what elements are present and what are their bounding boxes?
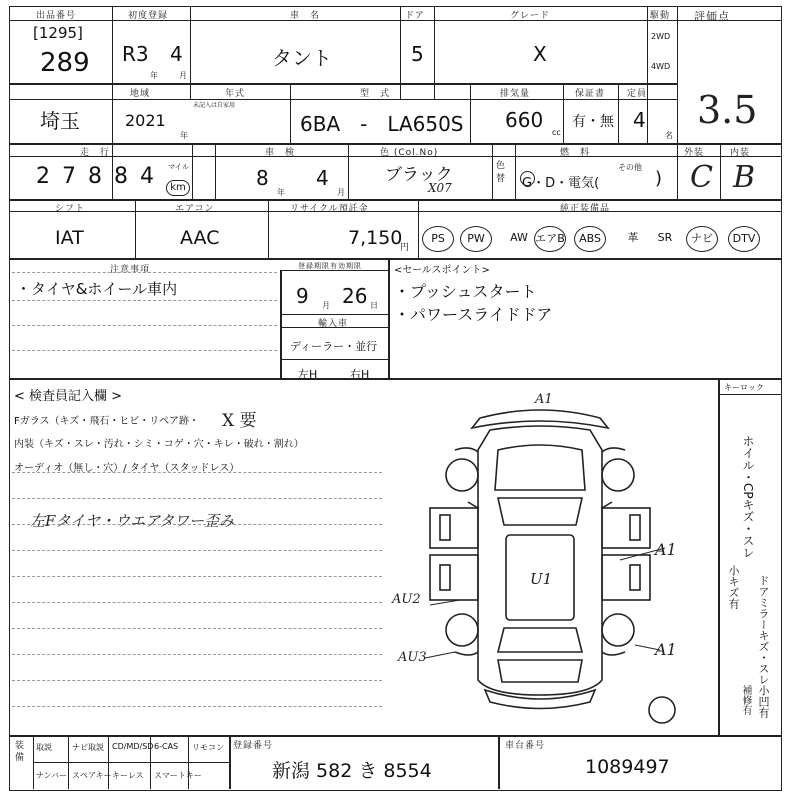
- mileage-digit: 8: [88, 164, 102, 189]
- chassis-label: 車台番号: [505, 741, 546, 751]
- exterior-label: 外装: [684, 148, 705, 158]
- inspector-rule: [12, 654, 382, 655]
- inspection-due-label: 登録期限有効期限: [298, 262, 362, 270]
- year-unit: 年: [150, 71, 158, 80]
- sales-label: <セールスポイント>: [394, 265, 490, 276]
- plate-value: 新潟 582 き 8554: [272, 760, 432, 782]
- car-diagram: [380, 390, 710, 730]
- caution-item: ・タイヤ&ホイール車内: [16, 280, 178, 298]
- model-type-label: 型 式: [360, 89, 391, 99]
- fuel-label: 燃 料: [560, 148, 591, 158]
- score-value: 3.5: [697, 88, 758, 132]
- color-code: X07: [428, 181, 452, 195]
- import-value: ディーラー・並行: [290, 340, 378, 353]
- due-day-unit: 日: [370, 301, 378, 310]
- color-change: 色替: [496, 161, 506, 184]
- key-lock-label: キーロック: [724, 383, 764, 392]
- mark-a1-top: A1: [535, 392, 553, 407]
- caution-label: 注意事項: [110, 265, 151, 275]
- equipment-item: PW: [460, 226, 492, 252]
- mileage-digit: 4: [140, 164, 154, 189]
- fuel-close: ): [655, 168, 663, 189]
- interior-value: B: [733, 160, 756, 195]
- drive-2wd: 2WD: [651, 32, 671, 41]
- mark-u1: U1: [530, 570, 553, 588]
- model-code: 6BA - LA650S: [300, 112, 464, 136]
- shift-label: シフト: [55, 204, 86, 214]
- inspector-rule: [12, 550, 382, 551]
- fuel-other: その他: [618, 163, 642, 172]
- equip-item: スペアキー: [72, 771, 112, 780]
- drive-4wd: 4WD: [651, 62, 671, 71]
- door-label: ドア: [405, 11, 425, 21]
- lot-sub: [1295]: [33, 24, 83, 42]
- plate-label: 登録番号: [233, 741, 274, 751]
- lot-label: 出品番号: [36, 11, 77, 21]
- shaken-month-unit: 月: [337, 188, 345, 197]
- equipment-label: 純正装備品: [560, 204, 611, 214]
- inspector-rule: [12, 680, 382, 681]
- exterior-value: C: [690, 160, 713, 195]
- door-count: 5: [411, 42, 424, 66]
- interior-label: 内装: [730, 148, 751, 158]
- sales-point: ・プッシュスタート: [394, 282, 537, 301]
- year-label: 年式: [225, 89, 246, 99]
- fuel-options: G・D・電気(: [522, 176, 600, 191]
- caution-list: [16, 278, 177, 299]
- equip-item: ナンバー: [36, 771, 68, 780]
- mark-au2: AU2: [392, 592, 421, 607]
- unregistered-note: 未記入は自家用: [193, 102, 236, 109]
- color-label: 色 (Col.No): [380, 148, 439, 158]
- equipment-item: PS: [422, 226, 454, 252]
- model-name: タント: [272, 46, 332, 70]
- equipment-item: 革: [627, 231, 639, 244]
- color-value: ブラック: [385, 165, 453, 185]
- mile-label: マイル: [168, 163, 189, 171]
- shift-value: IAT: [55, 227, 84, 249]
- warranty-label: 保証書: [575, 89, 606, 99]
- side-note-4: 補修有: [740, 685, 751, 715]
- mileage-digit: 8: [114, 164, 128, 189]
- mileage-digit: 2: [36, 164, 50, 189]
- equipment-list: [422, 222, 772, 252]
- due-month-unit: 月: [322, 301, 330, 310]
- equipment-item: ABS: [574, 226, 606, 252]
- mileage-digit: 7: [62, 164, 76, 189]
- equipment-item: SR: [657, 231, 673, 244]
- equip-item: キーレス: [112, 771, 144, 780]
- glass-line: Fガラス（キズ・飛石・ヒビ・リペア跡・: [14, 416, 200, 427]
- recycle-value: 7,150: [348, 227, 403, 249]
- due-day: 26: [342, 284, 368, 308]
- region-value: 埼玉: [40, 109, 80, 133]
- model-label: 車 名: [290, 11, 321, 21]
- shaken-year: 8: [256, 166, 269, 190]
- equipment-item: AW: [510, 231, 528, 244]
- side-note-1: ホイル・CPキズ・スレ: [741, 435, 755, 559]
- sales-point: ・パワースライドドア: [394, 305, 553, 324]
- shaken-year-unit: 年: [277, 188, 285, 197]
- mark-a1-right: A1: [655, 540, 677, 559]
- mark-au3: AU3: [398, 650, 427, 665]
- km-unit: km: [166, 175, 190, 196]
- region-label: 地域: [130, 89, 151, 99]
- yen-unit: 円: [400, 243, 410, 253]
- equip-item: スマートキー: [154, 771, 202, 780]
- displacement-value: 660: [505, 108, 544, 132]
- inspector-rule: [12, 602, 382, 603]
- first-reg-label: 初度登録: [128, 11, 169, 21]
- equip-item: ナビ取説: [72, 743, 104, 752]
- inspector-rule: [12, 498, 382, 499]
- chassis-value: 1089497: [585, 756, 670, 778]
- mileage-label: 走 行: [80, 148, 111, 158]
- mark-a1-bottom: A1: [655, 640, 677, 659]
- equipment-item: DTV: [728, 226, 760, 252]
- inspector-title: < 検査員記入欄 >: [14, 389, 123, 404]
- shaken-month: 4: [316, 166, 329, 190]
- equip-item: 取説: [36, 743, 52, 752]
- side-note-2: 小キズ有: [727, 565, 740, 609]
- year-unit-2: 年: [180, 131, 188, 140]
- inspector-rule: [12, 628, 382, 629]
- audio-line: オーディオ（無し・穴）/ タイヤ（スタッドレス）: [14, 463, 240, 474]
- ac-value: AAC: [180, 227, 220, 249]
- inspector-rule: [12, 706, 382, 707]
- due-month: 9: [296, 284, 309, 308]
- steering-left: 左H: [298, 368, 318, 381]
- capacity-value: 4: [633, 108, 646, 132]
- inspector-rule: [12, 576, 382, 577]
- sales-points: [394, 280, 552, 326]
- displacement-label: 排気量: [500, 89, 531, 99]
- gasoline-circle-icon: [520, 171, 535, 186]
- first-reg-era: R3: [122, 42, 149, 66]
- capacity-label: 定員: [627, 89, 648, 99]
- equipment-item: エアB: [534, 226, 566, 252]
- lot-number: 289: [40, 48, 90, 78]
- equip-item: CD/MD/SD: [112, 742, 154, 751]
- inspector-handwritten: 左Fタイヤ・ウエアタワー歪み: [30, 512, 235, 530]
- year-value: 2021: [125, 111, 166, 130]
- equip-item: リモコン: [192, 743, 224, 752]
- score-label: 評価点: [694, 10, 730, 23]
- mileage-digits: [30, 164, 160, 189]
- first-reg-month: 4: [170, 42, 183, 66]
- glass-mark: X 要: [222, 411, 257, 431]
- steering-right: 右H: [350, 368, 370, 381]
- recycle-label: リサイクル預託金: [290, 204, 369, 214]
- import-label: 輸入車: [318, 319, 349, 329]
- ac-label: エアコン: [175, 204, 215, 214]
- equipment-item: ナビ: [686, 226, 718, 252]
- grade-value: X: [533, 42, 547, 66]
- warranty-value: 有・無: [572, 114, 614, 130]
- cc-unit: cc: [552, 128, 561, 137]
- capacity-unit: 名: [665, 131, 673, 140]
- inspector-rule: [12, 472, 382, 473]
- month-unit: 月: [179, 71, 187, 80]
- grade-label: グレード: [510, 11, 551, 21]
- interior-line: 内装（キズ・スレ・汚れ・シミ・コゲ・穴・キレ・破れ・割れ）: [14, 439, 304, 450]
- side-note-3: ドアミラーキズ・スレ小凹有: [757, 575, 770, 718]
- shaken-label: 車 検: [265, 148, 296, 158]
- equip-label: 装備: [15, 741, 25, 763]
- equip-item: 6-CAS: [154, 742, 179, 751]
- drive-label: 駆動: [650, 11, 671, 21]
